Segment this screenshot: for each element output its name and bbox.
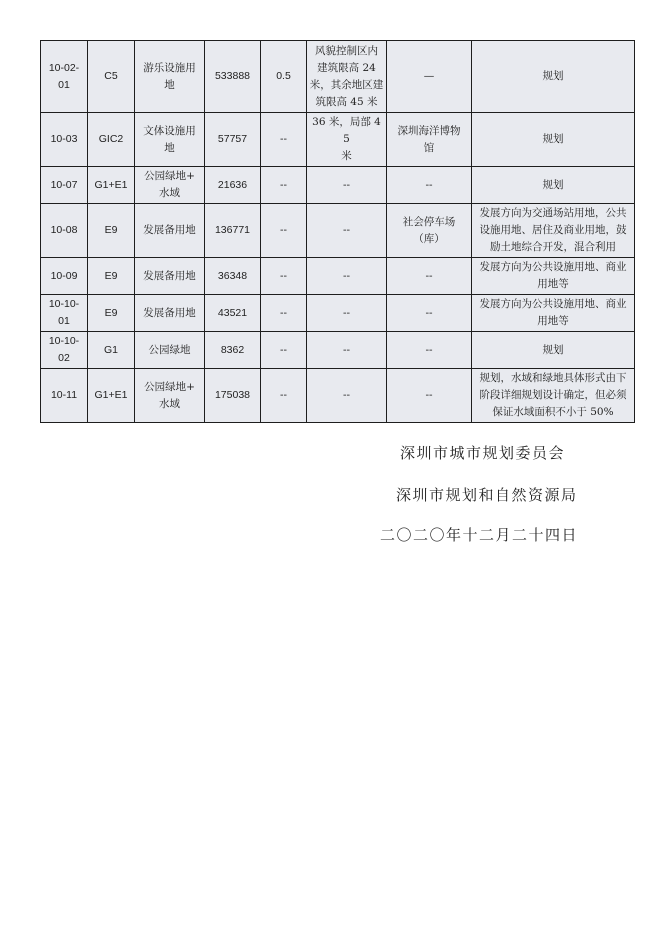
land-code-cell: C5 [88,41,135,113]
land-name-cell: 游乐设施用 地 [135,41,205,113]
parcel-id-cell: 10-07 [41,167,88,204]
facility-cell: -- [387,167,472,204]
height-limit-cell: -- [307,167,387,204]
land-code-cell: G1+E1 [88,167,135,204]
far-cell: -- [261,258,307,295]
land-name-cell: 公园绿地 [135,332,205,369]
table-row [41,369,635,423]
remark-cell: 规划 [472,113,635,167]
facility-cell: -- [387,332,472,369]
land-name-cell: 公园绿地+ 水域 [135,167,205,204]
table-row [41,332,635,369]
land-name-cell: 发展备用地 [135,295,205,332]
land-use-table [40,40,635,423]
area-cell: 21636 [205,167,261,204]
height-limit-cell: -- [307,204,387,258]
land-code-cell: G1 [88,332,135,369]
parcel-id-cell: 10-03 [41,113,88,167]
facility-cell: 深圳海洋博物 馆 [387,113,472,167]
far-cell: -- [261,204,307,258]
area-cell: 57757 [205,113,261,167]
far-cell: -- [261,369,307,423]
parcel-id-cell: 10-09 [41,258,88,295]
land-code-cell: GIC2 [88,113,135,167]
land-code-cell: E9 [88,295,135,332]
parcel-id-cell: 10-08 [41,204,88,258]
table-row [41,167,635,204]
remark-cell: 规划 [472,332,635,369]
area-cell: 43521 [205,295,261,332]
facility-cell: -- [387,295,472,332]
remark-cell: 发展方向为交通场站用地，公共 设施用地、居住及商业用地，鼓 励土地综合开发，混合利用 [472,204,635,258]
land-code-cell: E9 [88,204,135,258]
facility-cell: -- [387,258,472,295]
facility-cell: 社会停车场 （库） [387,204,472,258]
remark-cell: 规划，水域和绿地具体形式由下 阶段详细规划设计确定，但必须 保证水域面积不小于 50% [472,369,635,423]
area-cell: 36348 [205,258,261,295]
height-limit-cell: -- [307,369,387,423]
height-limit-cell: 36 米，局部 45 米 [307,113,387,167]
height-limit-cell: -- [307,295,387,332]
parcel-id-cell: 10-10- 01 [41,295,88,332]
far-cell: 0.5 [261,41,307,113]
facility-cell: -- [387,369,472,423]
far-cell: -- [261,332,307,369]
far-cell: -- [261,295,307,332]
parcel-id-cell: 10-10- 02 [41,332,88,369]
far-cell: -- [261,167,307,204]
land-code-cell: E9 [88,258,135,295]
far-cell: -- [261,113,307,167]
table-row [41,113,635,167]
height-limit-cell: -- [307,258,387,295]
parcel-id-cell: 10-02- 01 [41,41,88,113]
table-row [41,41,635,113]
area-cell: 136771 [205,204,261,258]
table-row [41,295,635,332]
height-limit-cell: -- [307,332,387,369]
height-limit-cell: 风貌控制区内 建筑限高 24 米，其余地区建 筑限高 45 米 [307,41,387,113]
land-name-cell: 文体设施用 地 [135,113,205,167]
land-name-cell: 发展备用地 [135,204,205,258]
table-row [41,204,635,258]
signature-date: 二〇二〇年十二月二十四日 [380,526,579,544]
signature-org-planning-committee: 深圳市城市规划委员会 [400,444,566,462]
remark-cell: 规划 [472,41,635,113]
parcel-id-cell: 10-11 [41,369,88,423]
signature-org-planning-bureau: 深圳市规划和自然资源局 [396,486,578,504]
remark-cell: 规划 [472,167,635,204]
land-name-cell: 公园绿地+ 水域 [135,369,205,423]
area-cell: 8362 [205,332,261,369]
area-cell: 533888 [205,41,261,113]
table-row [41,258,635,295]
land-code-cell: G1+E1 [88,369,135,423]
remark-cell: 发展方向为公共设施用地、商业 用地等 [472,295,635,332]
facility-cell: — [387,41,472,113]
land-name-cell: 发展备用地 [135,258,205,295]
remark-cell: 发展方向为公共设施用地、商业 用地等 [472,258,635,295]
area-cell: 175038 [205,369,261,423]
